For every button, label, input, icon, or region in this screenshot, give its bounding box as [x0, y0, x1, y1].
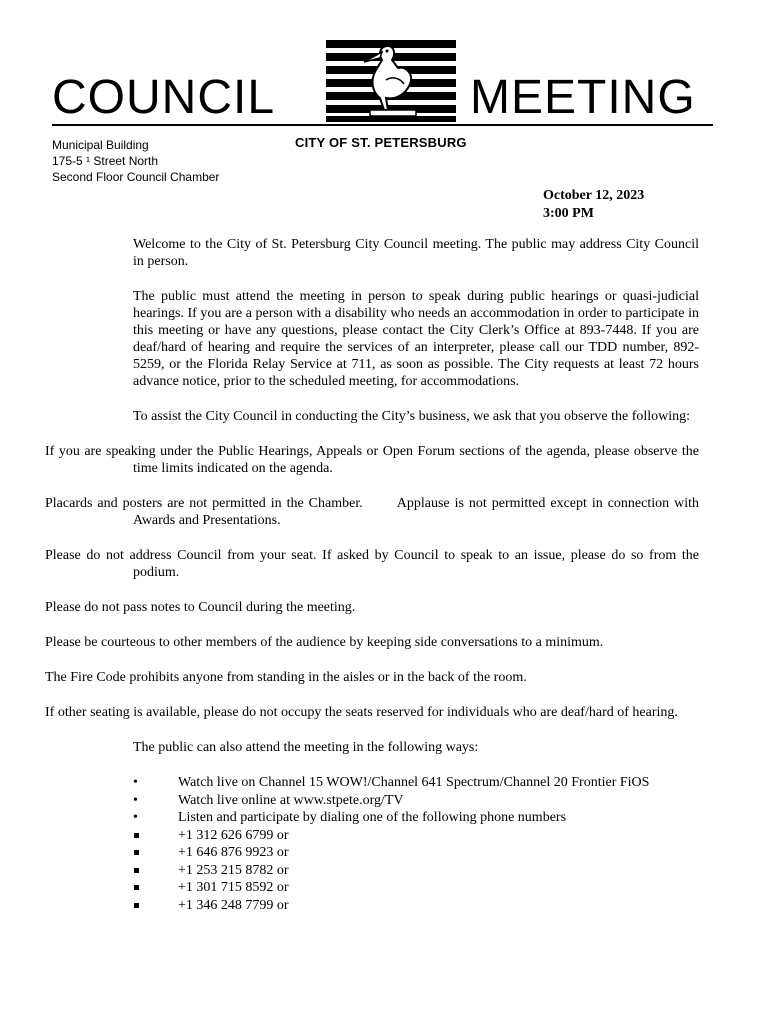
rule-number — [0, 704, 45, 721]
rule-item — [45, 547, 699, 581]
bullet-icon: • — [133, 810, 138, 825]
address-line: Municipal Building — [52, 138, 149, 152]
rule-number — [0, 634, 45, 651]
square-bullet-icon — [134, 850, 139, 855]
rule-number — [0, 495, 45, 512]
rule-number — [0, 669, 45, 686]
rule-text: If other seating is available, please do not occupy the seats reserved for individuals who are deaf/hard of hearing. — [45, 705, 678, 720]
document-body — [45, 236, 702, 914]
meeting-datetime — [543, 187, 644, 223]
rule-item — [45, 704, 699, 721]
list-item — [133, 809, 699, 827]
list-item — [133, 774, 699, 792]
list-item — [133, 862, 699, 880]
rule-text: Please be courteous to other members of the audience by keeping side conversations to a minimum. — [45, 635, 604, 650]
bullet-icon: • — [133, 775, 138, 790]
rule-item — [45, 599, 699, 616]
title-meeting: MEETING — [470, 71, 696, 124]
rule-text: Placards and posters are not permitted in the Chamber. Applause is not permitted except in connection with Awards and Presentations. — [45, 496, 702, 528]
pelican-logo-icon — [326, 40, 456, 122]
phone-number: +1 346 248 7799 or — [178, 897, 289, 913]
accessibility-paragraph: The public must attend the meeting in person to speak during public hearings or quasi-judicial hearings. If you are a person with a disability who needs an accommodation in order to participate in this meeting or have any questions, please contact the City Clerk’s Office at 893-7448. If you are deaf/hard of hearing and require the services of an interpreter, please call our TDD number, 892-5259, or the Florida Relay Service at 711, as soon as possible. The City requests at least 72 hours advance notice, prior to the scheduled meeting, for accommodations. — [133, 289, 699, 389]
phone-number: +1 646 876 9923 or — [178, 845, 289, 860]
rule-text: Please do not pass notes to Council during the meeting. — [45, 600, 356, 615]
phone-number: +1 301 715 8592 or — [178, 880, 289, 895]
rule-number — [0, 443, 45, 460]
meeting-time: 3:00 PM — [543, 206, 594, 221]
phone-number: +1 253 215 8782 or — [178, 862, 289, 878]
rule-item — [45, 443, 699, 477]
phone-number: +1 312 626 6799 or — [178, 827, 289, 843]
rule-item — [45, 495, 702, 529]
rule-item — [45, 669, 699, 686]
address-block — [52, 137, 219, 185]
list-item — [133, 844, 699, 862]
title-council: COUNCIL — [52, 71, 276, 124]
square-bullet-icon — [134, 833, 139, 838]
attend-way: Listen and participate by dialing one of the following phone numbers — [178, 810, 567, 825]
attend-list — [133, 774, 699, 914]
rule-text: If you are speaking under the Public Hearings, Appeals or Open Forum sections of the agenda, please observe the time limits indicated on the agenda. — [45, 444, 699, 476]
attend-intro: The public can also attend the meeting in the following ways: — [133, 740, 479, 755]
list-item — [133, 879, 699, 897]
rule-text: The Fire Code prohibits anyone from standing in the aisles or in the back of the room. — [45, 670, 527, 685]
address-line: Second Floor Council Chamber — [52, 170, 220, 184]
square-bullet-icon — [134, 885, 139, 890]
list-item — [133, 792, 699, 810]
welcome-paragraph: Welcome to the City of St. Petersburg City Council meeting. The public may address City Council in person. — [133, 237, 699, 269]
rule-number — [0, 547, 45, 564]
rule-number — [0, 599, 45, 616]
list-item — [133, 827, 699, 845]
list-item — [133, 897, 699, 915]
header-rule — [52, 124, 713, 126]
meeting-date: October 12, 2023 — [543, 188, 645, 203]
attend-way: Watch live online at www.stpete.org/TV — [178, 792, 404, 808]
city-name: CITY OF ST. PETERSBURG — [295, 135, 467, 150]
address-line: 175-5 ¹ Street North — [52, 154, 159, 168]
rule-item — [45, 634, 699, 651]
attend-way: Watch live on Channel 15 WOW!/Channel 641 Spectrum/Channel 20 Frontier FiOS — [178, 775, 650, 790]
square-bullet-icon — [134, 903, 139, 908]
bullet-icon: • — [133, 792, 138, 808]
rule-text: Please do not address Council from your seat. If asked by Council to speak to an issue, please do so from the podium. — [45, 548, 699, 580]
square-bullet-icon — [134, 868, 139, 873]
assist-paragraph: To assist the City Council in conducting the City’s business, we ask that you observe the following: — [133, 409, 691, 424]
